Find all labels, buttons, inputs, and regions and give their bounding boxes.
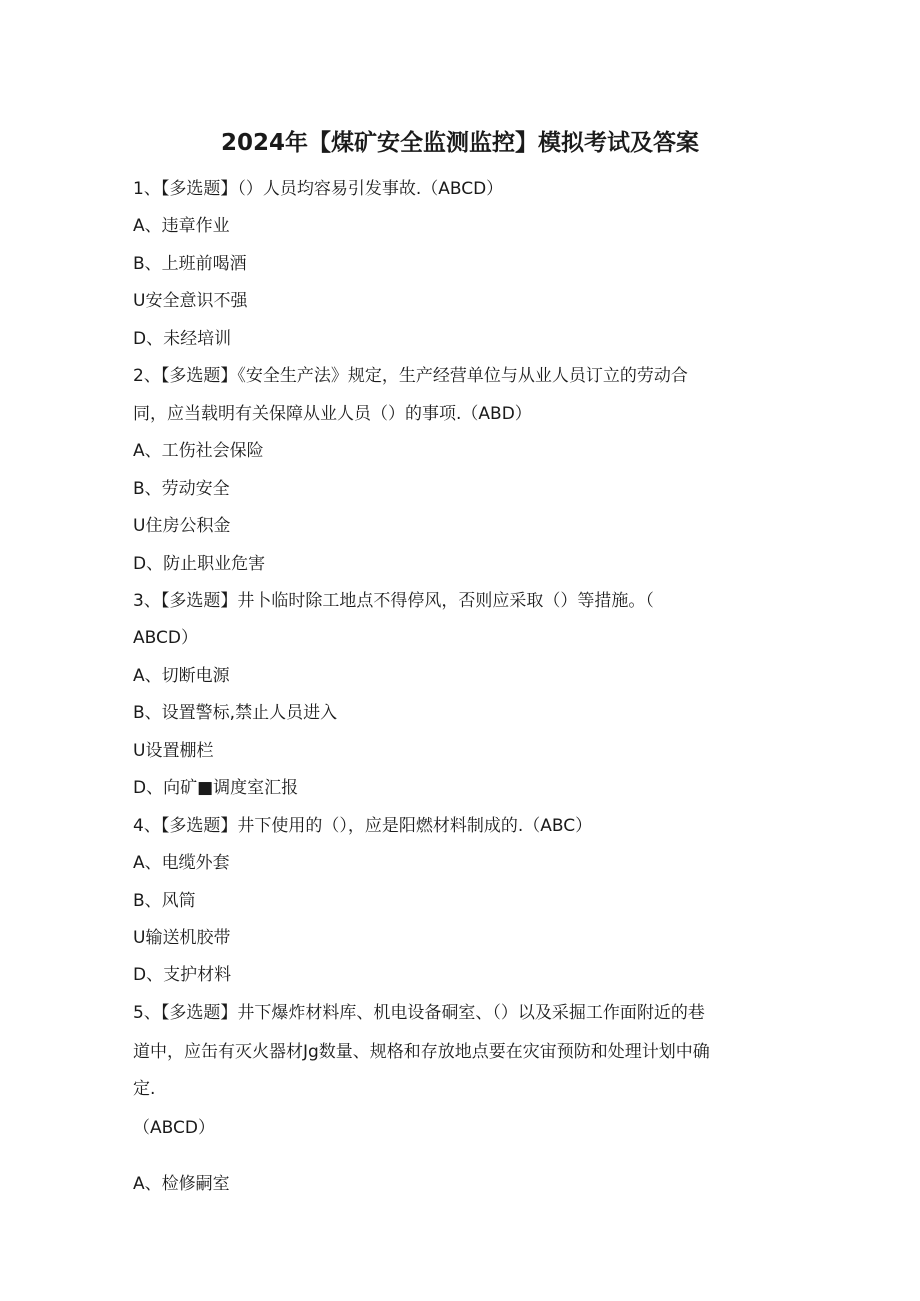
question-1-option-d: D、未经培训 [133,329,232,349]
question-2-stem-line-1: 2、【多选题】《安全生产法》规定，生产经营单位与从业人员订立的劳动合 [133,366,688,386]
question-2-option-d: D、防止职业危害 [133,554,266,574]
question-4-option-a: A、电缆外套 [133,853,230,873]
question-5-answer: （ABCD） [133,1118,215,1138]
question-5-stem-line-2: 道中，应缶有灭火器材Jg数量、规格和存放地点要在灾宙预防和处理计划中确 [133,1042,710,1062]
question-2-option-b: B、劳动安全 [133,479,230,499]
question-4-stem: 4、【多选题】井下使用的（），应是阳燃材料制成的.（ABC） [133,816,593,836]
question-1-option-c: U安全意识不强 [133,291,248,311]
question-5-stem-line-3: 定. [133,1079,156,1099]
question-1-option-b: B、上班前喝酒 [133,254,247,274]
question-3-option-a: A、切断电源 [133,666,230,686]
question-2-stem-line-2: 同，应当载明有关保障从业人员（）的事项.（ABD） [133,404,532,424]
question-1-option-a: A、违章作业 [133,216,230,236]
question-5-option-a: A、检修嗣室 [133,1174,230,1194]
question-3-option-b: B、设置警标,禁止人员进入 [133,703,338,723]
question-5-stem-line-1: 5、【多选题】井下爆炸材料库、机电设备硐室、（）以及采掘工作面附近的巷 [133,1003,705,1023]
question-2-option-c: U住房公积金 [133,516,231,536]
question-2-option-a: A、工伤社会保险 [133,441,264,461]
page-title: 2024年【煤矿安全监测监控】模拟考试及答案 [220,130,699,156]
question-4-option-d: D、支护材料 [133,965,232,985]
question-3-option-d: D、向矿■调度室汇报 [133,778,299,798]
question-4-option-c: U输送机胶带 [133,928,231,948]
question-3-option-c: U设置棚栏 [133,741,214,761]
question-1-stem: 1、【多选题】（）人员均容易引发事故.（ABCD） [133,179,504,199]
question-3-stem-line-1: 3、【多选题】井卜临时除工地点不得停风，否则应采取（）等措施。（ [133,591,654,611]
question-3-stem-line-2: ABCD） [133,628,198,648]
question-4-option-b: B、风筒 [133,891,196,911]
